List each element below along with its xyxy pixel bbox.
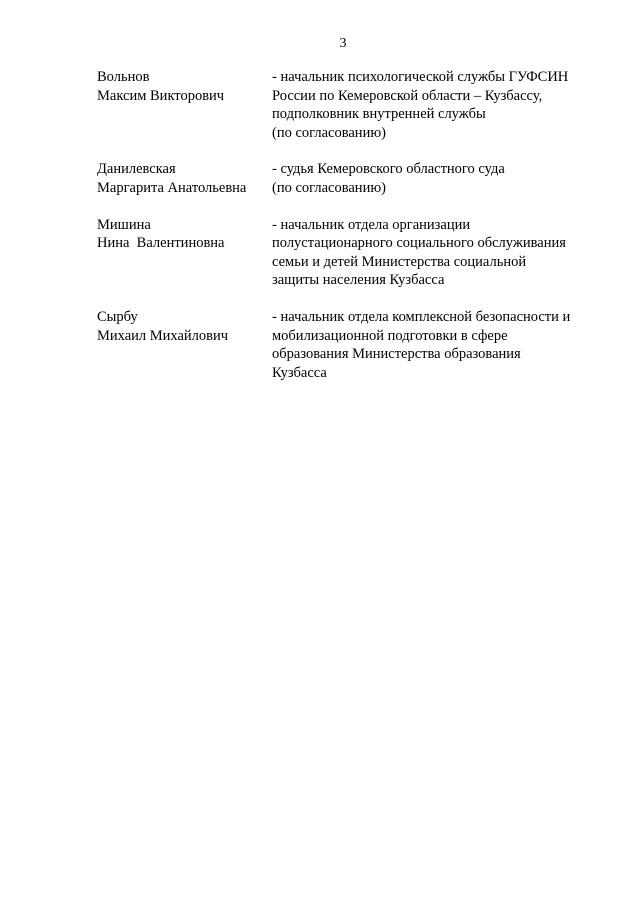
member-entry <box>97 216 597 290</box>
member-name <box>97 160 272 197</box>
member-entry <box>97 68 597 142</box>
description-line: образования Министерства образования <box>272 346 521 363</box>
member-description <box>272 68 597 142</box>
description-line: Кузбасса <box>272 364 327 381</box>
description-line: подполковник внутренней службы <box>272 106 486 123</box>
description-line: семьи и детей Министерства социальной <box>272 253 527 270</box>
member-description <box>272 160 597 197</box>
member-surname: Сырбу <box>97 308 138 325</box>
page-number: 3 <box>339 36 347 51</box>
description-line: (по согласованию) <box>272 179 386 196</box>
member-description <box>272 308 597 382</box>
description-line: полустационарного социального обслуживания <box>272 235 566 252</box>
member-given-names: Маргарита Анатольевна <box>97 179 247 196</box>
description-line: защиты населения Кузбасса <box>272 272 445 289</box>
description-line: - начальник психологической службы ГУФСИН <box>272 69 569 85</box>
member-given-names: Максим Викторович <box>97 87 225 104</box>
members-list <box>97 68 597 400</box>
member-given-names: Нина Валентиновна <box>97 235 225 252</box>
description-line: мобилизационной подготовки в сфере <box>272 327 508 344</box>
member-name <box>97 308 272 382</box>
member-surname: Мишина <box>97 216 151 233</box>
member-entry <box>97 160 597 197</box>
description-line: России по Кемеровской области – Кузбассу, <box>272 87 543 104</box>
description-line: - начальник отдела организации <box>272 216 471 233</box>
member-description <box>272 216 597 290</box>
member-name <box>97 216 272 290</box>
member-surname: Данилевская <box>97 161 176 178</box>
member-entry <box>97 308 597 382</box>
description-line: - судья Кемеровского областного суда <box>272 161 505 178</box>
description-line: (по согласованию) <box>272 124 386 141</box>
member-surname: Вольнов <box>97 69 150 85</box>
member-name <box>97 68 272 142</box>
description-line: - начальник отдела комплексной безопасности и <box>272 308 571 325</box>
member-given-names: Михаил Михайлович <box>97 327 229 344</box>
